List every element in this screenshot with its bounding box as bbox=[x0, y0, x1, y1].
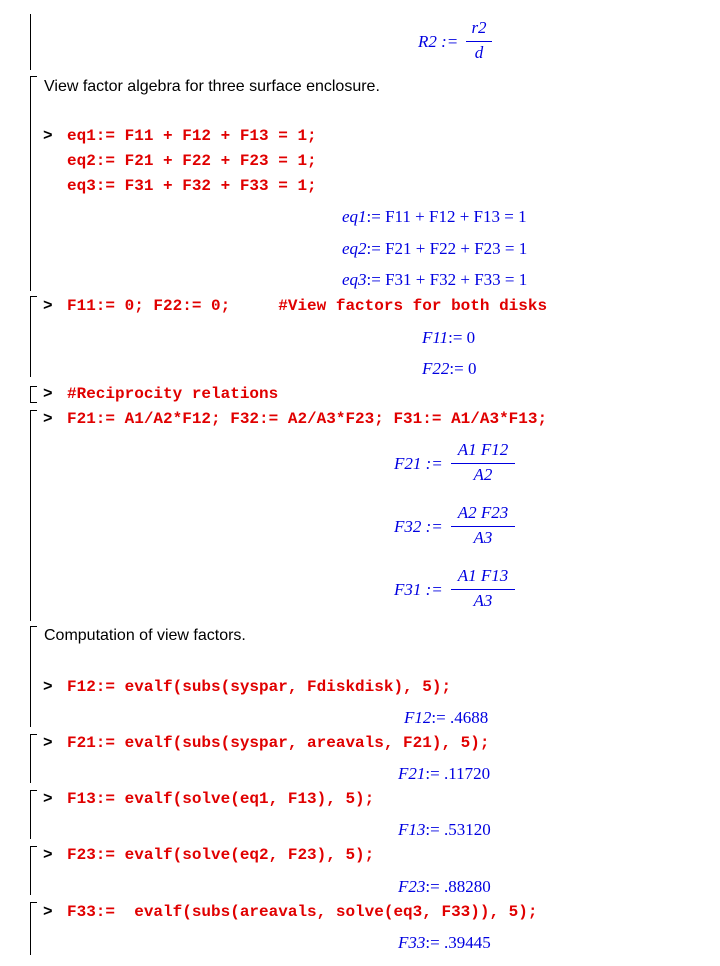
section-heading[interactable]: View factor algebra for three surface enclosure. bbox=[44, 78, 380, 95]
group-bracket-section1[interactable] bbox=[30, 76, 37, 291]
fraction-bar bbox=[451, 589, 515, 590]
input-prompt: > bbox=[43, 385, 53, 403]
group-bracket-group2[interactable] bbox=[30, 296, 37, 377]
fraction-denominator: A3 bbox=[473, 591, 493, 610]
fraction-numerator: A2 F23 bbox=[457, 503, 509, 522]
fraction-numerator: A1 F12 bbox=[457, 440, 509, 459]
fraction-bar bbox=[451, 463, 515, 464]
command-line[interactable]: eq1:= F11 + F12 + F13 = 1; bbox=[67, 127, 317, 145]
command-line[interactable]: eq2:= F21 + F22 + F23 = 1; bbox=[67, 152, 317, 170]
output-eq1: eq1:= F11 + F12 + F13 = 1 bbox=[342, 207, 527, 226]
output-lhs: F32 := bbox=[394, 517, 443, 536]
group-bracket-top[interactable] bbox=[30, 14, 31, 70]
input-prompt: > bbox=[43, 127, 53, 145]
output-lhs: F21 := bbox=[394, 454, 443, 473]
output-f11: F11:= 0 bbox=[422, 328, 476, 347]
input-prompt: > bbox=[43, 410, 53, 428]
output-f13: F13:= .53120 bbox=[398, 820, 491, 839]
output-f33: F33:= .39445 bbox=[398, 933, 491, 952]
fraction-denominator: d bbox=[474, 43, 484, 62]
fraction-bar bbox=[451, 526, 515, 527]
command-line[interactable]: eq3:= F31 + F32 + F33 = 1; bbox=[67, 177, 317, 195]
command-line[interactable]: F13:= evalf(solve(eq1, F13), 5); bbox=[67, 790, 375, 808]
fraction-numerator: A1 F13 bbox=[457, 566, 509, 585]
fraction-denominator: A2 bbox=[473, 465, 493, 484]
group-bracket-section5[interactable] bbox=[30, 626, 37, 727]
group-bracket-group3[interactable] bbox=[30, 386, 37, 403]
input-prompt: > bbox=[43, 846, 53, 864]
input-prompt: > bbox=[43, 790, 53, 808]
command-line[interactable]: F23:= evalf(solve(eq2, F23), 5); bbox=[67, 846, 375, 864]
output-eq2: eq2:= F21 + F22 + F23 = 1 bbox=[342, 239, 528, 258]
input-prompt: > bbox=[43, 297, 53, 315]
group-bracket-group8[interactable] bbox=[30, 846, 37, 895]
group-bracket-group7[interactable] bbox=[30, 790, 37, 839]
group-bracket-group6[interactable] bbox=[30, 734, 37, 783]
command-line[interactable]: F11:= 0; F22:= 0; #View factors for both disks bbox=[67, 297, 548, 315]
output-f21: F21:= .11720 bbox=[398, 764, 491, 783]
output-lhs: F31 := bbox=[394, 580, 443, 599]
command-line[interactable]: F33:= evalf(subs(areavals, solve(eq3, F33)), 5); bbox=[67, 903, 538, 921]
section-heading[interactable]: Computation of view factors. bbox=[44, 627, 246, 644]
fraction-bar bbox=[466, 41, 492, 42]
input-prompt: > bbox=[43, 903, 53, 921]
command-line[interactable]: #Reciprocity relations bbox=[67, 385, 279, 403]
group-bracket-group4[interactable] bbox=[30, 410, 37, 621]
command-line[interactable]: F12:= evalf(subs(syspar, Fdiskdisk), 5); bbox=[67, 678, 452, 696]
output-f12: F12:= .4688 bbox=[404, 708, 489, 727]
input-prompt: > bbox=[43, 678, 53, 696]
output-lhs: R2 := bbox=[418, 32, 459, 51]
command-line[interactable]: F21:= A1/A2*F12; F32:= A2/A3*F23; F31:= A1/A3*F13; bbox=[67, 410, 548, 428]
output-eq3: eq3:= F31 + F32 + F33 = 1 bbox=[342, 270, 528, 289]
fraction-numerator: r2 bbox=[471, 18, 487, 37]
command-line[interactable]: F21:= evalf(subs(syspar, areavals, F21), 5); bbox=[67, 734, 490, 752]
group-bracket-group9[interactable] bbox=[30, 902, 37, 955]
output-f22: F22:= 0 bbox=[422, 359, 477, 378]
output-f23: F23:= .88280 bbox=[398, 877, 491, 896]
fraction-denominator: A3 bbox=[473, 528, 493, 547]
input-prompt: > bbox=[43, 734, 53, 752]
